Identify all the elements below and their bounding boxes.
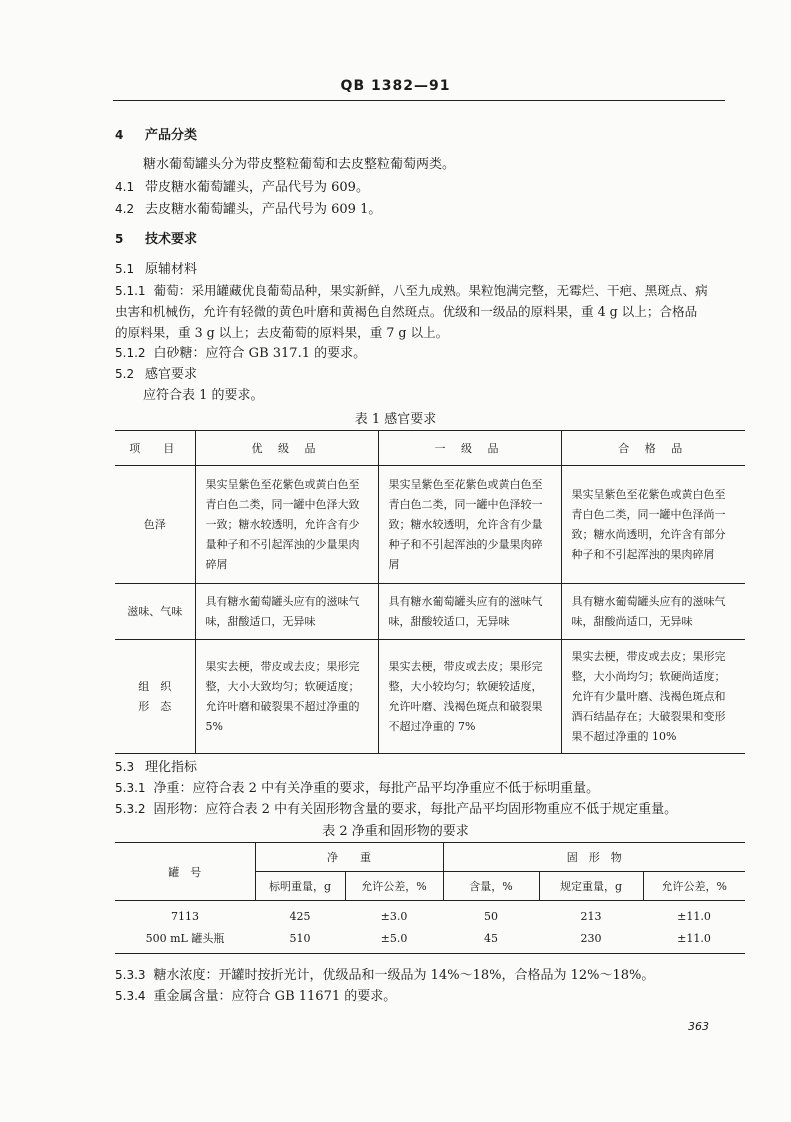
table-1-header: 项 目 bbox=[115, 431, 195, 466]
table-cell: 果实呈紫色至花紫色或黄白色至青白色二类，同一罐中色泽大致一致；糖水较透明，允许含有少量种子和不引起浑浊的少量果肉碎屑 bbox=[195, 466, 378, 584]
table-2-subheader: 允许公差，% bbox=[643, 872, 745, 901]
solids-header: 固 形 物 bbox=[443, 843, 745, 872]
table-row bbox=[115, 927, 745, 954]
table-row bbox=[115, 901, 745, 928]
section-4-heading: 4 产品分类 bbox=[115, 128, 198, 143]
table-1-header: 优 级 品 bbox=[195, 431, 378, 466]
table-1-header-row bbox=[115, 431, 745, 466]
table-cell: 500 mL 罐头瓶 bbox=[145, 932, 225, 945]
table-1-caption: 表 1 感官要求 bbox=[354, 412, 437, 427]
table-2-subheader: 允许公差，% bbox=[345, 872, 443, 901]
table-1-header: 一 级 品 bbox=[378, 431, 561, 466]
table-cell: 果实呈紫色至花紫色或黄白色至青白色二类，同一罐中色泽较一致；糖水较透明，允许含有少量种子和不引起浑浊的少量果肉碎屑 bbox=[378, 466, 561, 584]
table-cell: 果实去梗，带皮或去皮；果形完整，大小尚均匀；软硬尚适度；允许有少量叶磨、浅褐色斑点和酒石结晶存在；大破裂果和变形果不超过净重的 10% bbox=[561, 640, 745, 754]
standard-code-header: QB 1382—91 bbox=[340, 78, 451, 94]
section-5-3-4: 5.3.4 重金属含量：应符合 GB 11671 的要求。 bbox=[115, 989, 397, 1004]
section-5-2: 5.2 感官要求 bbox=[115, 367, 198, 382]
table-cell: 7113 bbox=[171, 909, 199, 923]
table-cell: 具有糖水葡萄罐头应有的滋味气味，甜酸适口，无异味 bbox=[195, 584, 378, 640]
section-4-intro: 糖水葡萄罐头分为带皮整粒葡萄和去皮整粒葡萄两类。 bbox=[143, 157, 456, 172]
table-row bbox=[115, 584, 745, 640]
row-label: 组 织 形 态 bbox=[115, 640, 195, 754]
section-5-3-3: 5.3.3 糖水浓度：开罐时按折光计，优级品和一级品为 14%～18%，合格品为 12%～18%。 bbox=[115, 968, 655, 983]
table-row bbox=[115, 466, 745, 584]
net-weight-solids-table bbox=[115, 842, 745, 954]
table-cell: 230 bbox=[580, 931, 602, 945]
section-5-1-1-line1: 5.1.1 葡萄：采用罐藏优良葡萄品种，果实新鲜，八至九成熟。果粒饱满完整，无霉烂、干疤、黑斑点、病 bbox=[115, 283, 708, 298]
section-5-3-1: 5.3.1 净重：应符合表 2 中有关净重的要求，每批产品平均净重应不低于标明重量。 bbox=[115, 781, 600, 796]
table-cell: 具有糖水葡萄罐头应有的滋味气味，甜酸较适口，无异味 bbox=[378, 584, 561, 640]
table-cell: ±5.0 bbox=[380, 931, 408, 945]
table-2-subheader: 标明重量，g bbox=[255, 872, 345, 901]
table-1-header: 合 格 品 bbox=[561, 431, 745, 466]
section-5-1-2: 5.1.2 白砂糖：应符合 GB 317.1 的要求。 bbox=[115, 346, 367, 361]
can-number-header: 罐 号 bbox=[115, 843, 255, 901]
table-cell: 50 bbox=[484, 909, 498, 923]
section-5-1-1-line3: 的原料果，重 3 g 以上；去皮葡萄的原料果，重 7 g 以上。 bbox=[115, 325, 449, 340]
section-5-1-1-line2: 虫害和机械伤，允许有轻微的黄色叶磨和黄褐色自然斑点。优级和一级品的原料果，重 4 g 以上；合格品 bbox=[115, 304, 698, 319]
section-5-3: 5.3 理化指标 bbox=[115, 760, 198, 775]
row-label: 滋味、气味 bbox=[115, 584, 195, 640]
table-cell: ±11.0 bbox=[677, 931, 711, 945]
section-4-1: 4.1 带皮糖水葡萄罐头，产品代号为 609。 bbox=[115, 180, 369, 195]
table-cell: 果实去梗，带皮或去皮；果形完整，大小大致均匀；软硬适度；允许叶磨和破裂果不超过净重的 5% bbox=[195, 640, 378, 754]
table-cell: 45 bbox=[484, 931, 498, 945]
table-2-header-row bbox=[115, 843, 745, 872]
table-cell: 510 bbox=[289, 931, 311, 945]
net-weight-header: 净 重 bbox=[255, 843, 443, 872]
table-cell: 具有糖水葡萄罐头应有的滋味气味，甜酸尚适口，无异味 bbox=[561, 584, 745, 640]
section-5-1: 5.1 原辅材料 bbox=[115, 262, 198, 277]
table-row bbox=[115, 640, 745, 754]
table-2-caption: 表 2 净重和固形物的要求 bbox=[322, 824, 469, 839]
sensory-requirements-table bbox=[115, 430, 745, 754]
table-cell: 213 bbox=[580, 909, 602, 923]
section-5-3-2: 5.3.2 固形物：应符合表 2 中有关固形物含量的要求，每批产品平均固形物重应不低于规定重量。 bbox=[115, 802, 678, 817]
table-cell: ±11.0 bbox=[677, 909, 711, 923]
page-number: 363 bbox=[688, 1020, 709, 1033]
section-4-2: 4.2 去皮糖水葡萄罐头，产品代号为 609 1。 bbox=[115, 202, 382, 217]
table-2-subheader: 规定重量，g bbox=[539, 872, 643, 901]
table-cell: 果实呈紫色至花紫色或黄白色至青白色二类，同一罐中色泽尚一致；糖水尚透明，允许含有部分种子和不引起浑浊的果肉碎屑 bbox=[561, 466, 745, 584]
section-5-heading: 5 技术要求 bbox=[115, 232, 198, 247]
header-rule bbox=[113, 100, 725, 101]
table-cell: 425 bbox=[289, 909, 311, 923]
section-5-2-text: 应符合表 1 的要求。 bbox=[143, 388, 264, 403]
row-label: 色泽 bbox=[115, 466, 195, 584]
table-cell: ±3.0 bbox=[380, 909, 408, 923]
table-2-subheader: 含量，% bbox=[443, 872, 539, 901]
table-cell: 果实去梗，带皮或去皮；果形完整，大小较均匀；软硬较适度，允许叶磨、浅褐色斑点和破裂果不超过净重的 7% bbox=[378, 640, 561, 754]
